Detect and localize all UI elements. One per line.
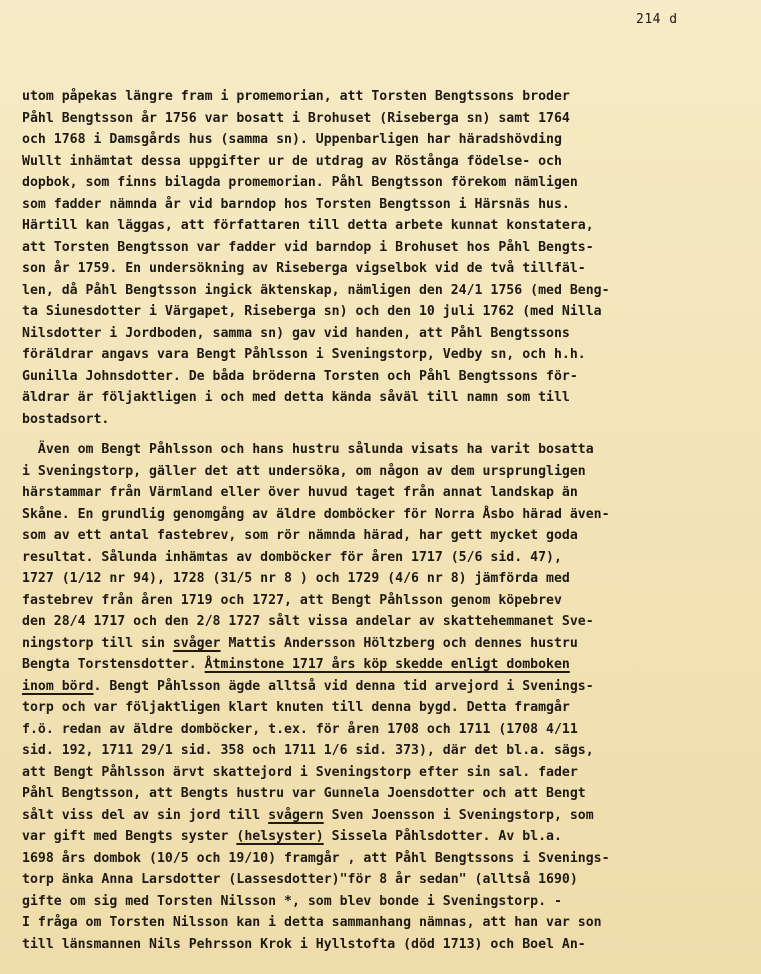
text-line: Gunilla Johnsdotter. De båda bröderna Torsten och Påhl Bengtssons för- bbox=[22, 368, 578, 384]
text-segment: Sven Joensson i Sveningstorp, som bbox=[323, 807, 594, 823]
text-segment: Bengta Torstensdotter. bbox=[22, 657, 205, 672]
text-line bbox=[22, 848, 747, 870]
text-line bbox=[22, 654, 747, 676]
underlined-text: (helsyster) bbox=[236, 829, 324, 844]
text-segment: sålt viss del av sin jord till bbox=[22, 807, 269, 823]
text-line bbox=[22, 482, 747, 504]
paragraph-1 bbox=[22, 86, 747, 430]
underlined-text: svågern bbox=[268, 807, 324, 823]
text-segment: Även om Bengt Påhlsson och hans hustru sålunda visats ha varit bosatta bbox=[22, 442, 594, 457]
text-segment: Påhl Bengtsson, att Bengts hustru var Gunnela Joensdotter och att Bengt bbox=[22, 786, 586, 801]
text-line bbox=[22, 783, 747, 805]
text-segment: Mattis Andersson Höltzberg och dennes hustru bbox=[220, 635, 578, 651]
text-segment: i Sveningstorp, gäller det att undersöka, om någon av dem ursprungligen bbox=[22, 463, 586, 479]
text-segment: att Bengt Påhlsson ärvt skattejord i Sveningstorp efter sin sal. fader bbox=[22, 764, 578, 780]
text-line bbox=[22, 762, 747, 784]
text-segment: gifte om sig med Torsten Nilsson *, som blev bonde i Sveningstorp. - bbox=[22, 893, 562, 909]
underlined-text: svåger bbox=[172, 635, 221, 651]
text-line bbox=[22, 547, 747, 569]
underlined-text: inom börd bbox=[22, 678, 94, 694]
text-segment: resultat. Sålunda inhämtas av domböcker för åren 1717 (5/6 sid. 47), bbox=[22, 549, 562, 565]
text-line bbox=[22, 826, 747, 848]
text-line: Härtill kan läggas, att författaren till detta arbete kunnat konstatera, bbox=[22, 218, 594, 233]
text-line bbox=[22, 805, 747, 827]
paragraph-2 bbox=[22, 439, 747, 955]
text-segment: torp änka Anna Larsdotter (Lassesdotter)"för 8 år sedan" (alltså 1690) bbox=[22, 872, 578, 887]
text-line: som fadder nämnda år vid barndop hos Torsten Bengtsson i Härsnäs hus. bbox=[22, 196, 570, 212]
text-line bbox=[22, 439, 747, 461]
text-segment: härstammar från Värmland eller över huvud taget från annat landskap än bbox=[22, 485, 578, 500]
text-segment: Skåne. En grundlig genomgång av äldre domböcker för Norra Åsbo härad även- bbox=[22, 506, 610, 522]
text-line bbox=[22, 719, 747, 741]
text-line bbox=[22, 869, 747, 891]
underlined-text: Åtminstone 1717 års köp skedde enligt domboken bbox=[204, 657, 570, 672]
text-line bbox=[22, 568, 747, 590]
text-segment: . Bengt Påhlsson ägde alltså vid denna tid arvejord i Svenings- bbox=[93, 678, 594, 694]
text-line: föräldrar angavs vara Bengt Påhlsson i Sveningstorp, Vedby sn, och h.h. bbox=[22, 347, 586, 362]
text-line bbox=[22, 912, 747, 934]
text-segment: Sissela Påhlsdotter. Av bl.a. bbox=[323, 829, 562, 844]
text-segment: den 28/4 1717 och den 2/8 1727 sålt vissa andelar av skattehemmanet Sve- bbox=[22, 614, 594, 629]
text-line: Nilsdotter i Jordboden, samma sn) gav vid handen, att Påhl Bengtssons bbox=[22, 325, 570, 341]
text-segment: I fråga om Torsten Nilsson kan i detta sammanhang nämnas, att han var son bbox=[22, 915, 602, 930]
text-line bbox=[22, 676, 747, 698]
text-segment: ningstorp till sin bbox=[22, 635, 173, 651]
text-line bbox=[22, 934, 747, 956]
text-segment: 1698 års dombok (10/5 och 19/10) framgår , att Påhl Bengtssons i Svenings- bbox=[22, 850, 610, 866]
text-segment: var gift med Bengts syster bbox=[22, 829, 237, 844]
text-line: len, då Påhl Bengtsson ingick äktenskap, nämligen den 24/1 1756 (med Beng- bbox=[22, 282, 610, 298]
text-line: Påhl Bengtsson år 1756 var bosatt i Brohuset (Riseberga sn) samt 1764 bbox=[22, 110, 570, 126]
text-line bbox=[22, 504, 747, 526]
text-segment: torp och var följaktligen klart knuten till denna bygd. Detta framgår bbox=[22, 700, 570, 715]
text-segment: 1727 (1/12 nr 94), 1728 (31/5 nr 8 ) och 1729 (4/6 nr 8) jämförda med bbox=[22, 571, 570, 586]
text-line bbox=[22, 461, 747, 483]
text-segment: sid. 192, 1711 29/1 sid. 358 och 1711 1/6 sid. 373), där det bl.a. sägs, bbox=[22, 743, 594, 758]
text-line: son år 1759. En undersökning av Riseberga vigselbok vid de två tillfäl- bbox=[22, 261, 586, 276]
text-segment: f.ö. redan av äldre domböcker, t.ex. för åren 1708 och 1711 (1708 4/11 bbox=[22, 721, 578, 737]
text-segment: som av ett antal fastebrev, som rör nämnda härad, har gett mycket goda bbox=[22, 528, 578, 543]
text-line: utom påpekas längre fram i promemorian, att Torsten Bengtssons broder bbox=[22, 89, 570, 104]
text-segment: till länsmannen Nils Pehrsson Krok i Hyllstofta (död 1713) och Boel An- bbox=[22, 936, 586, 952]
text-line: bostadsort. bbox=[22, 411, 110, 427]
text-segment: fastebrev från åren 1719 och 1727, att Bengt Påhlsson genom köpebrev bbox=[22, 592, 562, 608]
text-line bbox=[22, 891, 747, 913]
text-line bbox=[22, 633, 747, 655]
page-number: 214 d bbox=[636, 12, 678, 27]
text-line: dopbok, som finns bilagda promemorian. Påhl Bengtsson förekom nämligen bbox=[22, 175, 578, 190]
text-line: ta Siunesdotter i Värgapet, Riseberga sn) och den 10 juli 1762 (med Nilla bbox=[22, 304, 602, 319]
text-line bbox=[22, 740, 747, 762]
text-line bbox=[22, 590, 747, 612]
text-line: och 1768 i Damsgårds hus (samma sn). Uppenbarligen har häradshövding bbox=[22, 132, 562, 147]
text-line: äldrar är följaktligen i och med detta kända såväl till namn som till bbox=[22, 390, 570, 405]
text-line: att Torsten Bengtsson var fadder vid barndop i Brohuset hos Påhl Bengts- bbox=[22, 239, 594, 255]
text-line bbox=[22, 611, 747, 633]
text-line bbox=[22, 697, 747, 719]
text-line: Wullt inhämtat dessa uppgifter ur de utdrag av Röstånga födelse- och bbox=[22, 153, 562, 169]
text-line bbox=[22, 525, 747, 547]
